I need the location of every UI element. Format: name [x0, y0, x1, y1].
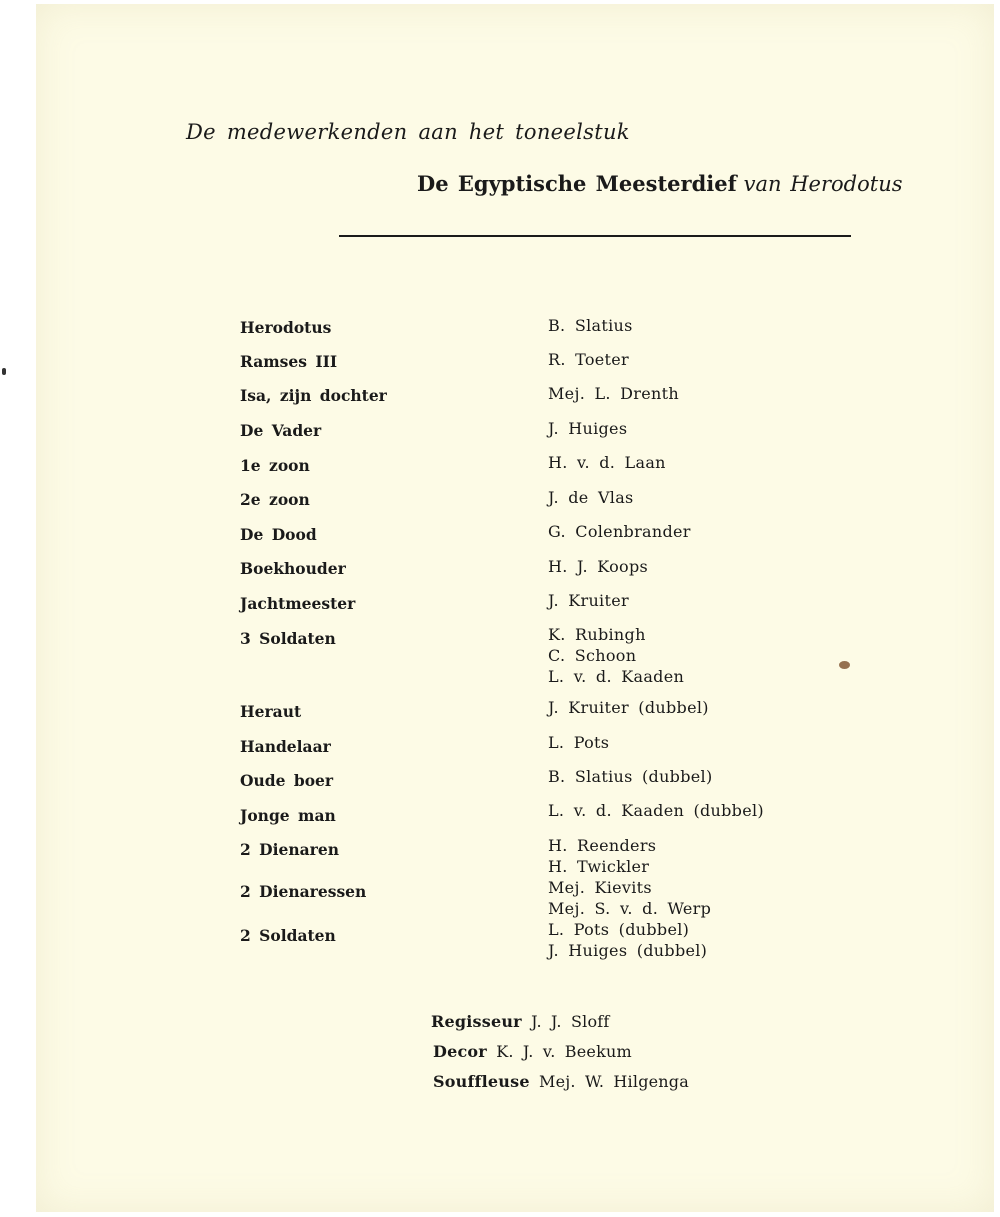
- cast-actor-group: [548, 835, 711, 961]
- cast-role: Oude boer: [240, 771, 334, 790]
- cast-actor-group: [548, 452, 666, 473]
- cast-actor-group: [548, 697, 709, 718]
- cast-role: 2 Dienaressen: [240, 882, 367, 901]
- cast-actor: L. Pots: [548, 733, 610, 752]
- edge-mark: [2, 368, 6, 375]
- cast-role: De Vader: [240, 421, 322, 440]
- cast-actor-group: [548, 315, 633, 336]
- cast-actor: B. Slatius: [548, 316, 633, 335]
- credit-line: [431, 1012, 610, 1031]
- play-title: De Egyptische Meesterdief: [417, 171, 737, 196]
- cast-actor-group: [548, 383, 679, 404]
- cast-actor: H. Twickler: [548, 857, 650, 876]
- cast-actor: L. v. d. Kaaden (dubbel): [548, 801, 764, 820]
- credit-line: [433, 1072, 689, 1091]
- credit-name: K. J. v. Beekum: [496, 1042, 632, 1061]
- heading-divider: [339, 235, 851, 237]
- cast-actor: Mej. L. Drenth: [548, 384, 679, 403]
- cast-actor: J. Kruiter: [548, 591, 629, 610]
- cast-role: Handelaar: [240, 737, 331, 756]
- cast-actor-group: [548, 418, 627, 439]
- cast-actor: H. v. d. Laan: [548, 453, 666, 472]
- cast-actor-group: [548, 349, 629, 370]
- cast-actor-group: [548, 556, 648, 577]
- play-heading: [417, 171, 903, 196]
- ink-stain: [839, 661, 850, 669]
- cast-role: De Dood: [240, 525, 317, 544]
- cast-actor-group: [548, 766, 713, 787]
- cast-actor: K. Rubingh: [548, 625, 646, 644]
- intro-heading: De medewerkenden aan het toneelstuk: [186, 120, 630, 144]
- cast-actor: Mej. Kievits: [548, 878, 652, 897]
- play-author: van Herodotus: [743, 172, 903, 196]
- cast-role: 3 Soldaten: [240, 629, 336, 648]
- cast-actor: J. Kruiter (dubbel): [548, 698, 709, 717]
- cast-actor-group: [548, 624, 684, 687]
- cast-role: 1e zoon: [240, 456, 310, 475]
- credit-name: J. J. Sloff: [531, 1012, 610, 1031]
- cast-actor: Mej. S. v. d. Werp: [548, 899, 712, 918]
- credit-label: Regisseur: [431, 1012, 522, 1031]
- credit-label: Souffleuse: [433, 1072, 530, 1091]
- cast-actor-group: [548, 487, 634, 508]
- cast-actor: L. v. d. Kaaden: [548, 667, 685, 686]
- cast-actor-group: [548, 800, 764, 821]
- cast-actor: J. Huiges: [548, 419, 628, 438]
- cast-role: 2e zoon: [240, 490, 310, 509]
- cast-actor: R. Toeter: [548, 350, 629, 369]
- cast-role: Ramses III: [240, 352, 338, 371]
- cast-actor: J. de Vlas: [548, 488, 634, 507]
- credit-line: [433, 1042, 632, 1061]
- cast-actor: B. Slatius (dubbel): [548, 767, 713, 786]
- cast-role: 2 Soldaten: [240, 926, 336, 945]
- cast-role: Isa, zijn dochter: [240, 386, 387, 405]
- cast-actor: H. J. Koops: [548, 557, 649, 576]
- cast-actor: H. Reenders: [548, 836, 657, 855]
- cast-actor-group: [548, 732, 609, 753]
- cast-role: Heraut: [240, 702, 302, 721]
- cast-role: Herodotus: [240, 318, 332, 337]
- cast-actor-group: [548, 521, 691, 542]
- cast-role: Jachtmeester: [240, 594, 356, 613]
- cast-role: 2 Dienaren: [240, 840, 339, 859]
- cast-actor-group: [548, 590, 629, 611]
- credit-label: Decor: [433, 1042, 487, 1061]
- cast-actor: G. Colenbrander: [548, 522, 691, 541]
- cast-role: Jonge man: [240, 806, 336, 825]
- cast-role: Boekhouder: [240, 559, 346, 578]
- cast-actor: L. Pots (dubbel): [548, 920, 690, 939]
- cast-actor: J. Huiges (dubbel): [548, 941, 708, 960]
- credit-name: Mej. W. Hilgenga: [539, 1072, 689, 1091]
- cast-actor: C. Schoon: [548, 646, 637, 665]
